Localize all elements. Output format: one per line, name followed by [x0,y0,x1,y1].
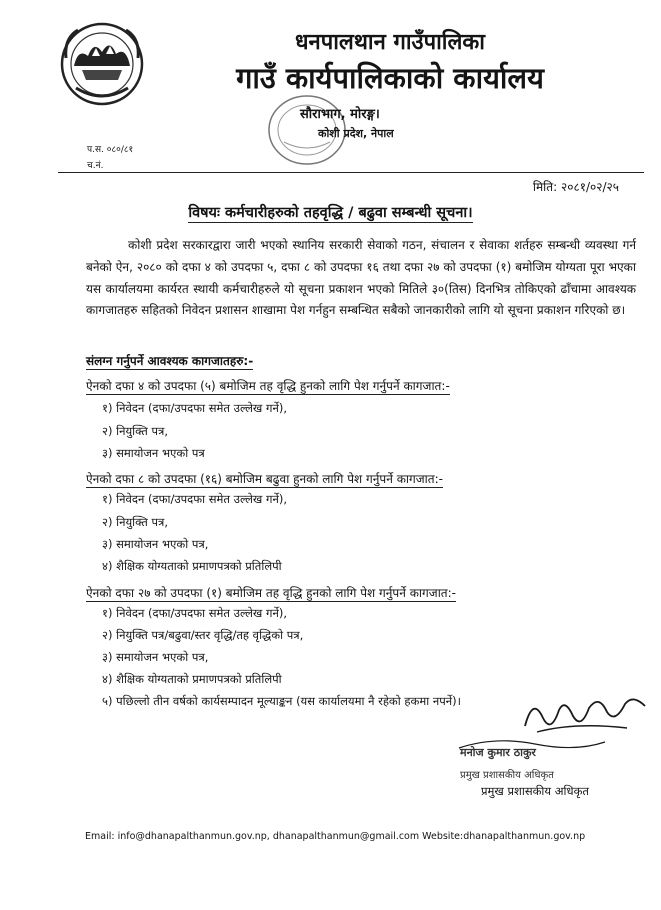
list-item: ४) शैक्षिक योग्यताको प्रमाणपत्रको प्रतिलिपी [102,559,282,573]
list-item: १) निवेदन (दफा/उपदफा समेत उल्लेख गर्ने), [102,401,287,415]
section-heading [86,377,450,394]
dispatch-number: च.नं. [87,161,104,171]
list-item: ४) शैक्षिक योग्यताको प्रमाणपत्रको प्रतिलिपी [102,672,282,686]
office-location: सौराभाग, मोरङ्ग। [300,107,380,122]
section-heading-text: ऐनको दफा ४ को उपदफा (५) बमोजिम तह वृद्धि हुनको लागि पेश गर्नुपर्ने कागजात:- [86,379,450,393]
section-heading [86,470,443,487]
notice-subject [0,202,661,222]
notice-date: मिति: २०८१/०२/२५ [532,180,619,194]
nepal-emblem-logo [58,18,146,110]
attachments-heading [86,352,253,369]
office-name: गाउँ कार्यपालिकाको कार्यालय [236,61,544,95]
list-item: ३) समायोजन भएको पत्र, [102,650,209,664]
handwritten-signature [455,686,655,776]
office-province: कोशी प्रदेश, नेपाल [318,127,394,140]
list-item: २) नियुक्ति पत्र/बढुवा/स्तर वृद्धि/तह वृद्धिको पत्र, [102,628,304,642]
reference-number: प.स. ०८०/८१ [87,145,134,155]
list-item: २) नियुक्ति पत्र, [102,424,169,438]
subject-text: विषयः कर्मचारीहरुको तहवृद्धि / बढुवा सम्बन्धी सूचना। [188,205,473,221]
header-divider [58,172,644,173]
list-item: ३) समायोजन भएको पत्र [102,446,205,460]
list-item: १) निवेदन (दफा/उपदफा समेत उल्लेख गर्ने), [102,606,287,620]
signatory-role-stamp: प्रमुख प्रशासकीय अधिकृत [460,770,554,781]
signatory-name: मनोज कुमार ठाकुर [460,746,536,759]
section-heading-text: ऐनको दफा २७ को उपदफा (१) बमोजिम तह वृद्धि हुनको लागि पेश गर्नुपर्ने कागजात:- [86,586,457,600]
list-item: २) नियुक्ति पत्र, [102,515,169,529]
list-item: ५) पछिल्लो तीन वर्षको कार्यसम्पादन मूल्याङ्कन (यस कार्यालयमा नै रहेको हकमा नपर्ने)। [102,694,461,708]
notice-body: कोशी प्रदेश सरकारद्वारा जारी भएको स्थानिय सरकारी सेवाको गठन, संचालन र सेवाका शर्तहरु सम्बन्धी व्यवस्था गर्न बनेको ऐन, २०८० को दफा ४ को उपदफा ५, दफा ८ को उपदफा १६ तथा दफा २७ को उपदफा (१) बमोजिम योग्यता पूरा भएका यस कार्यालयमा कार्यरत स्थायी कर्मचारीहरुले यो सूचना प्रकाशन भएको मितिले ३०(तिस) दिनभित्र तोकिएको ढाँचामा आवश्यक कागजातहरु सहितको निवेदन प्रशासन शाखामा पेश गर्नहुन सम्बन्धित सबैको जानकारीको लागि यो सूचना प्रकाशन गरिएको छ। [86,238,636,318]
list-item: १) निवेदन (दफा/उपदफा समेत उल्लेख गर्ने), [102,492,287,506]
list-item: ३) समायोजन भएको पत्र, [102,537,209,551]
section-heading-text: ऐनको दफा ८ को उपदफा (१६) बमोजिम बढुवा हुनको लागि पेश गर्नुपर्ने कागजात:- [86,472,444,486]
section-heading [86,584,456,601]
organization-name: धनपालथान गाउँपालिका [294,30,486,55]
attachments-heading-text: संलग्न गर्नुपर्ने आवश्यक कागजातहरु:- [86,354,254,368]
signatory-title: प्रमुख प्रशासकीय अधिकृत [481,784,589,798]
contact-footer: Email: info@dhanapalthanmun.gov.np, dhanapalthanmun@gmail.com Website:dhanapalthanmun.gov.np [85,831,586,842]
